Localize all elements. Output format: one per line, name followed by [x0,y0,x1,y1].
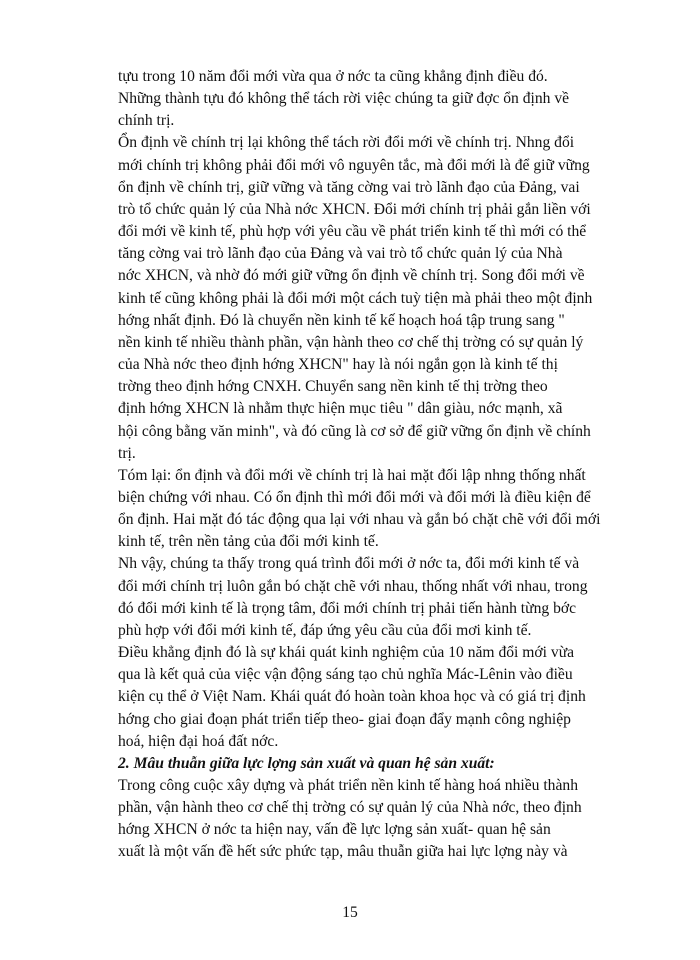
paragraph-p3 [118,465,601,554]
text-line: trị. [118,444,136,462]
text-line: của Nhà nớc theo định hớng XHCN" hay là nói ngắn gọn là kinh tế thị [118,356,558,374]
text-line: xuất là một vấn đề hết sức phức tạp, mâu thuẫn giữa hai lực lợng này và [118,843,568,861]
paragraph-p1 [118,66,592,132]
text-line: phù hợp với đổi mới kinh tế, đáp ứng yêu cầu của đổi mơi kinh tế. [118,621,532,639]
text-line: Điều khẳng định đó là sự khái quát kinh nghiệm của 10 năm đổi mới vừa [118,644,575,662]
text-line: hớng XHCN ở nớc ta hiện nay, vấn đề lực lợng sản xuất- quan hệ sản [118,821,551,839]
text-line: Ổn định về chính trị lại không thể tách rời đổi mới về chính trị. Nhng đổi [118,134,575,152]
text-line: hớng cho giai đoạn phát triển tiếp theo- giai đoạn đẩy mạnh công nghiệp [118,710,571,728]
section-heading: 2. Mâu thuẫn giữa lực lợng sản xuất và quan hệ sản xuất: [118,754,495,772]
text-line: trò tổ chức quản lý của Nhà nớc XHCN. Đổi mới chính trị phải gắn liền với [118,200,591,218]
text-line: kiện cụ thể ở Việt Nam. Khái quát đó hoàn toàn khoa học và có giá trị định [118,688,586,706]
text-line: tựu trong 10 năm đổi mới vừa qua ở nớc ta cũng khẳng định điều đó. [118,68,548,85]
document-body [118,66,601,864]
page-number: 15 [342,904,358,921]
paragraph-p4 [118,553,592,642]
text-line: nền kinh tế nhiều thành phần, vận hành theo cơ chế thị trờng có sự quản lý [118,333,584,351]
paragraph-p6 [118,775,592,864]
text-line: hội công bằng văn minh", và đó cũng là cơ sở để giữ vững ổn định về chính [118,422,591,440]
text-line: đổi mới về kinh tế, phù hợp với yêu cầu về phát triển kinh tế thì mới có thể [118,223,587,241]
text-line: tăng cờng vai trò lãnh đạo của Đảng và vai trò tổ chức quản lý của Nhà [118,245,563,263]
text-line: chính trị. [118,112,175,130]
text-line: Những thành tựu đó không thể tách rời việc chúng ta giữ đợc ổn định về [118,90,570,108]
text-line: qua là kết quả của việc vận động sáng tạo chủ nghĩa Mác-Lênin vào điều [118,666,573,684]
text-line: đó đổi mới kinh tế là trọng tâm, đổi mới chính trị phải tiến hành từng bớc [118,599,577,617]
text-line: kinh tế cũng không phải là đổi mới một cách tuỳ tiện mà phải theo một định [118,289,593,307]
text-line: Trong công cuộc xây dựng và phát triển nền kinh tế hàng hoá nhiều thành [118,777,578,794]
paragraph-p5 [118,642,592,753]
text-line: nớc XHCN, và nhờ đó mới giữ vững ổn định về chính trị. Song đổi mới về [118,267,585,285]
text-line: ổn định về chính trị, giữ vững và tăng cờng vai trò lãnh đạo của Đảng, vai [118,178,580,196]
text-line: Tóm lại: ổn định và đổi mới về chính trị là hai mặt đối lập nhng thống nhất [118,466,586,484]
document-page [118,66,601,864]
text-line: phần, vận hành theo cơ chế thị trờng có sự quản lý của Nhà nớc, theo định [118,799,582,817]
text-line: biện chứng với nhau. Có ổn định thì mới đổi mới và đổi mới là điều kiện để [118,488,591,506]
text-line: kinh tế, trên nền tảng của đổi mới kinh tế. [118,533,379,551]
text-line: định hớng XHCN là nhằm thực hiện mục tiêu " dân giàu, nớc mạnh, xã [118,400,563,418]
text-line: hoá, hiện đại hoá đất nớc. [118,732,279,750]
text-line: ổn định. Hai mặt đó tác động qua lại với nhau và gắn bó chặt chẽ với đổi mới [118,511,601,529]
text-line: trờng theo định hớng CNXH. Chuyển sang nền kinh tế thị trờng theo [118,378,548,396]
text-line: mới chính trị không phải đổi mới vô nguyên tắc, mà đổi mới là để giữ vững [118,156,590,174]
text-line: đổi mới chính trị luôn gắn bó chặt chẽ với nhau, thống nhất với nhau, trong [118,577,588,595]
text-line: hớng nhất định. Đó là chuyển nền kinh tế kế hoạch hoá tập trung sang " [118,311,565,329]
text-line: Nh vậy, chúng ta thấy trong quá trình đổi mới ở nớc ta, đổi mới kinh tế và [118,555,580,573]
paragraph-p2 [118,132,592,464]
